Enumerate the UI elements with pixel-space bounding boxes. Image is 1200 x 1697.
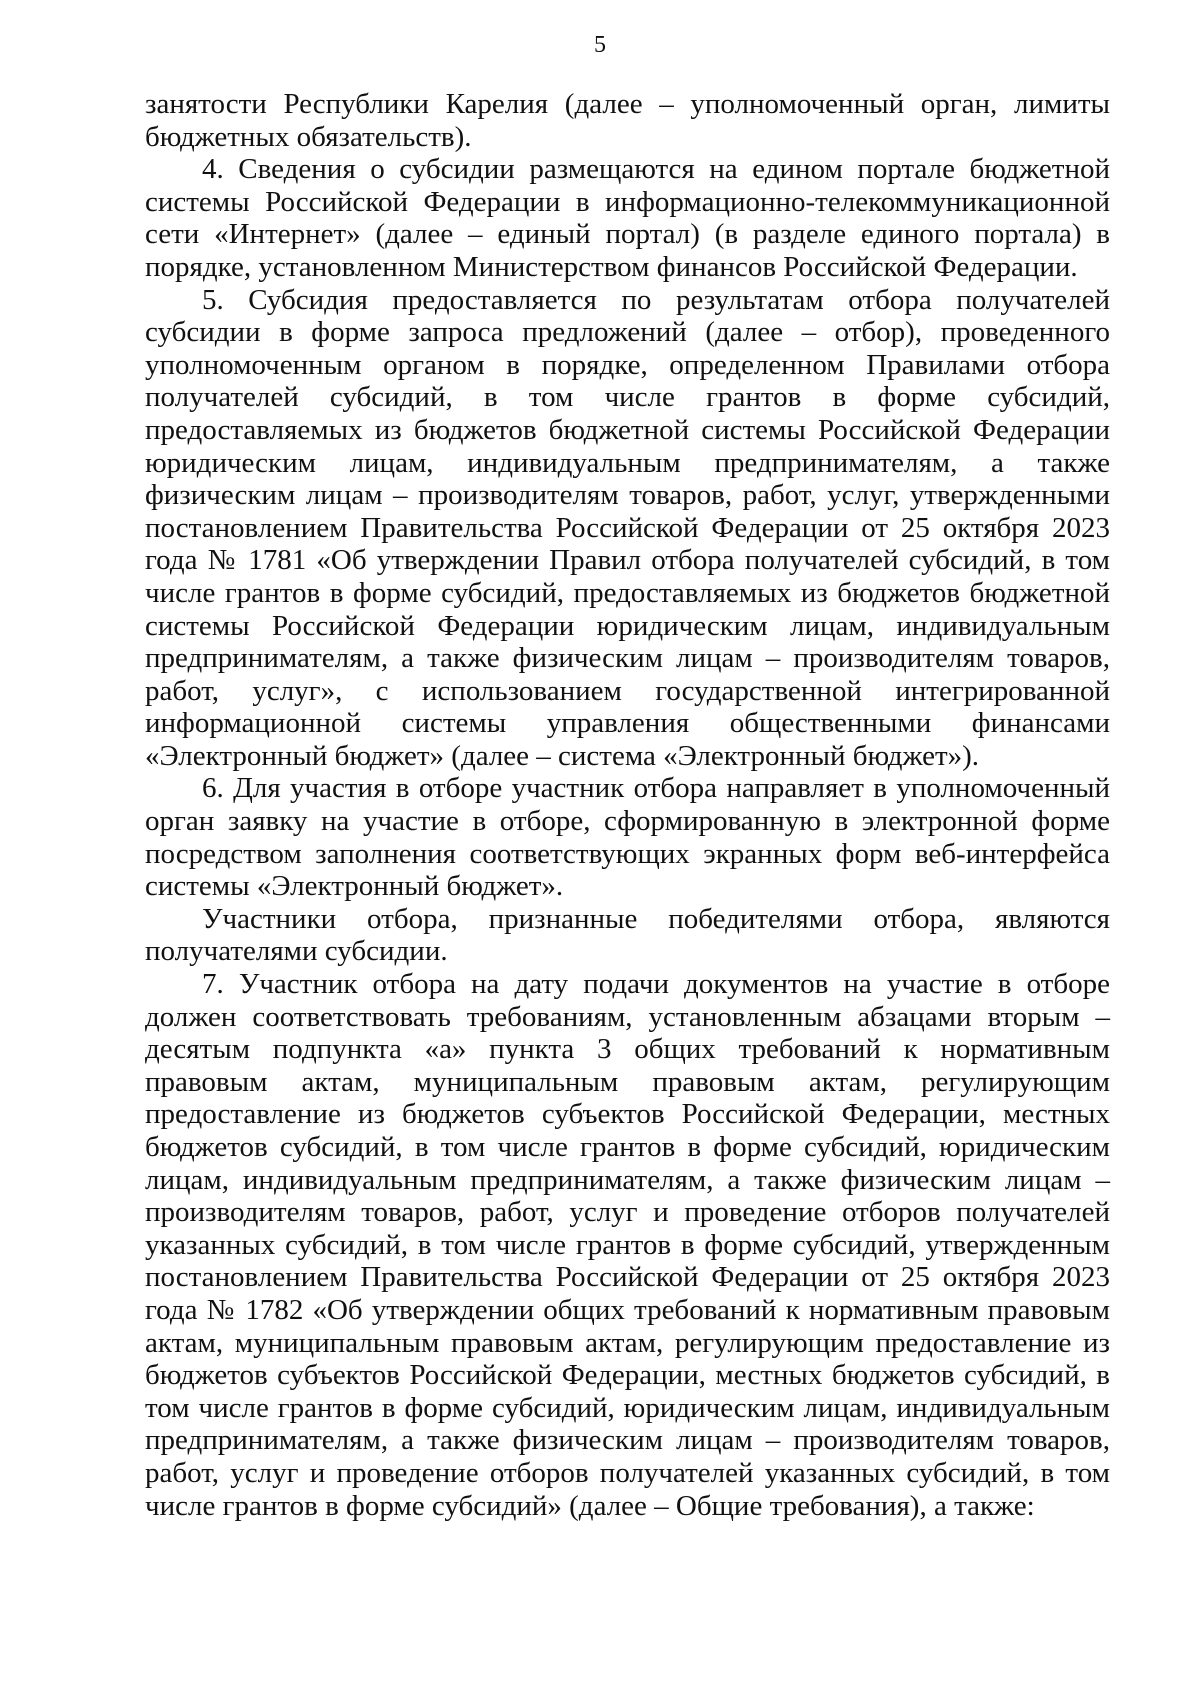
paragraph-item-4: 4. Сведения о субсидии размещаются на едином портале бюджетной системы Российской Федерации в информационно-телекоммуникационной сети «Интернет» (далее – единый портал) (в разделе единого портала) в порядке, установленном Министерством финансов Российской Федерации. bbox=[145, 153, 1110, 283]
page-number: 5 bbox=[594, 32, 606, 58]
document-body bbox=[145, 88, 1110, 1522]
paragraph-continuation: занятости Республики Карелия (далее – уполномоченный орган, лимиты бюджетных обязательств). bbox=[145, 88, 1110, 153]
paragraph-item-6: 6. Для участия в отборе участник отбора направляет в уполномоченный орган заявку на участие в отборе, сформированную в электронной форме посредством заполнения соответствующих экранных форм веб-интерфейса системы «Электронный бюджет». bbox=[145, 772, 1110, 903]
paragraph-item-7: 7. Участник отбора на дату подачи документов на участие в отборе должен соответствовать требованиям, установленным абзацами вторым – десятым подпункта «а» пункта 3 общих требований к нормативным правовым актам, муниципальным правовым актам, регулирующим предоставление из бюджетов субъектов Российской Федерации, местных бюджетов субсидий, в том числе грантов в форме субсидий, юридическим лицам, индивидуальным предпринимателям, а также физическим лицам – производителям товаров, работ, услуг и проведение отборов получателей указанных субсидий, в том числе грантов в форме субсидий, утвержденным постановлением Правительства Российской Федерации от 25 октября 2023 года № 1782 «Об утверждении общих требований к нормативным правовым актам, муниципальным правовым актам, регулирующим предоставление из бюджетов субъектов Российской Федерации, местных бюджетов субсидий, в том числе грантов в форме субсидий, юридическим лицам, индивидуальным предпринимателям, а также физическим лицам – производителям товаров, работ, услуг и проведение отборов получателей указанных субсидий, в том числе грантов в форме субсидий» (далее – Общие требования), а также: bbox=[145, 968, 1110, 1522]
paragraph-item-6-participants: Участники отбора, признанные победителями отбора, являются получателями субсидии. bbox=[145, 902, 1110, 968]
paragraph-item-5: 5. Субсидия предоставляется по результатам отбора получателей субсидии в форме запроса предложений (далее – отбор), проведенного уполномоченным органом в порядке, определенном Правилами отбора получателей субсидий, в том числе грантов в форме субсидий, предоставляемых из бюджетов бюджетной системы Российской Федерации юридическим лицам, индивидуальным предпринимателям, а также физическим лицам – производителям товаров, работ, услуг, утвержденными постановлением Правительства Российской Федерации от 25 октября 2023 года № 1781 «Об утверждении Правил отбора получателей субсидий, в том числе грантов в форме субсидий, предоставляемых из бюджетов бюджетной системы Российской Федерации юридическим лицам, индивидуальным предпринимателям, а также физическим лицам – производителям товаров, работ, услуг», с использованием государственной интегрированной информационной системы управления общественными финансами «Электронный бюджет» (далее – система «Электронный бюджет»). bbox=[145, 283, 1110, 772]
